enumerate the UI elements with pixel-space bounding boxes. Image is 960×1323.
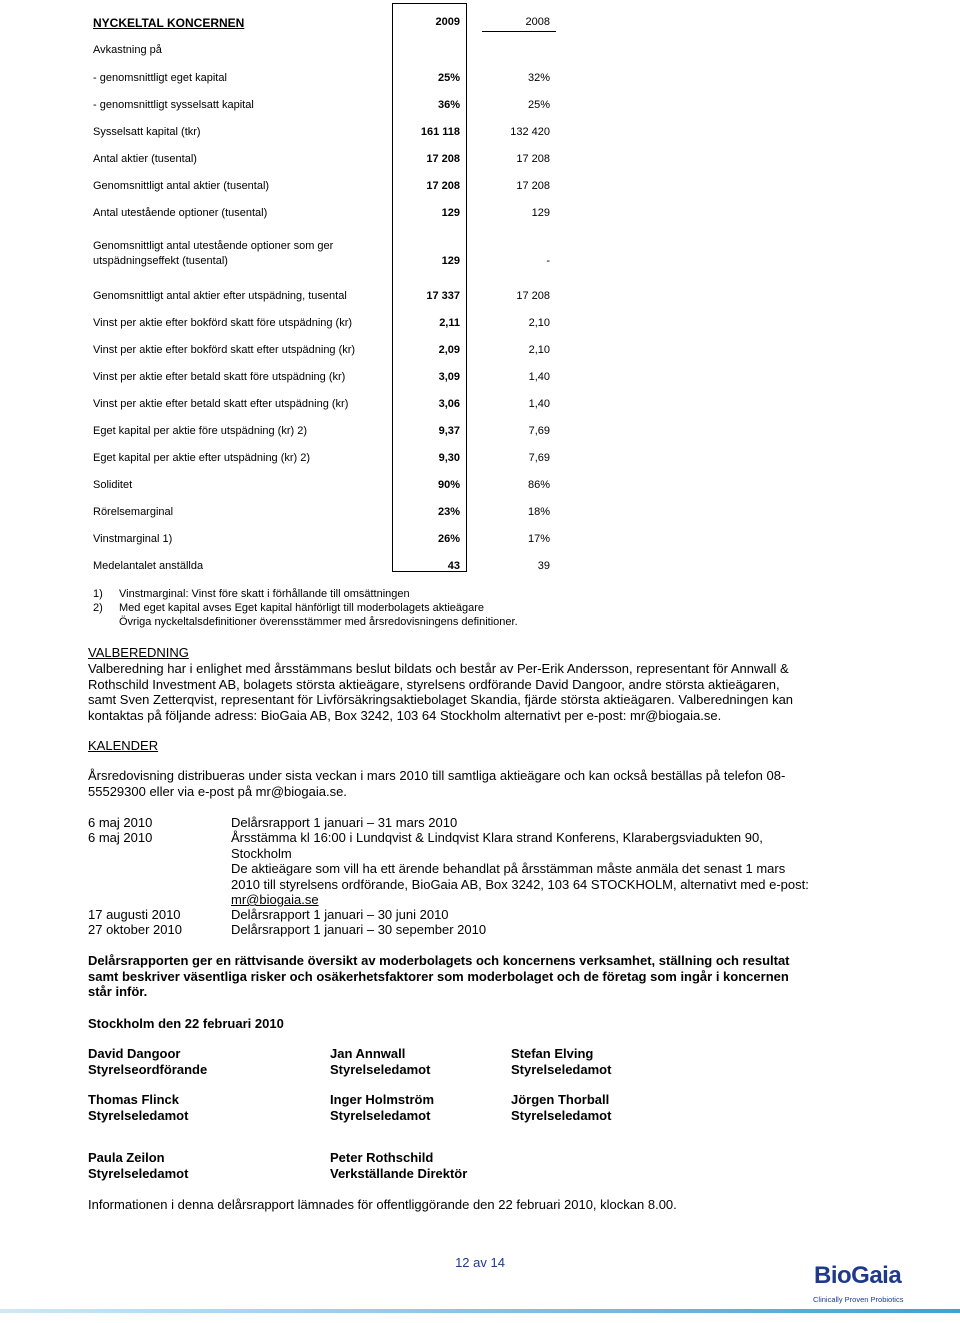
signatory-name: Thomas Flinck bbox=[88, 1092, 180, 1107]
signatory-role: Styrelseordförande bbox=[88, 1062, 208, 1077]
value-2008: 18% bbox=[527, 506, 550, 518]
value-2009: 17 337 bbox=[426, 290, 460, 302]
valberedning-text bbox=[88, 661, 793, 723]
logo-tagline: Clinically Proven Probiotics bbox=[813, 1295, 904, 1304]
paragraph-line: Rothschild Investment AB, bolagets största aktieägare, styrelsens ordförande David Dangoor, andre största aktieägaren, bbox=[88, 676, 780, 692]
value-2009: 3,09 bbox=[438, 371, 460, 383]
value-2008: 1,40 bbox=[528, 371, 550, 383]
info-line: Informationen i denna delårsrapport lämnades för offentliggörande den 22 februari 2010, klockan 8.00. bbox=[88, 1197, 677, 1212]
footer-line bbox=[0, 1309, 960, 1313]
paragraph-line: 55529300 eller via e-post på mr@biogaia.se. bbox=[88, 783, 347, 799]
paragraph-line: Delårsrapporten ger en rättvisande översikt av moderbolagets och koncernens verksamhet, ställning och resultat bbox=[88, 953, 790, 968]
row-label: Medelantalet anställda bbox=[93, 560, 204, 572]
footnote-number: 1) bbox=[93, 588, 103, 600]
value-2008: 39 bbox=[537, 560, 550, 572]
row-label: Rörelsemarginal bbox=[93, 506, 174, 518]
row-label: Genomsnittligt antal aktier efter utspädning, tusental bbox=[93, 290, 347, 302]
paragraph-line: Årsredovisning distribueras under sista veckan i mars 2010 till samtliga aktieägare och kan också beställas på telefon 08- bbox=[88, 768, 786, 783]
footnote-number: 2) bbox=[93, 602, 103, 614]
footnote-text: Vinstmarginal: Vinst före skatt i förhållande till omsättningen bbox=[119, 588, 410, 600]
row-label: Genomsnittligt antal aktier (tusental) bbox=[93, 180, 270, 192]
footnote-text: Med eget kapital avses Eget kapital hänförligt till moderbolagets aktieägare bbox=[119, 602, 485, 614]
row-label: Antal aktier (tusental) bbox=[93, 153, 197, 165]
row-label: Sysselsatt kapital (tkr) bbox=[93, 126, 201, 138]
value-2008: - bbox=[546, 255, 550, 267]
row-label: Vinst per aktie efter betald skatt före utspädning (kr) bbox=[93, 371, 346, 383]
header-2009: 2009 bbox=[435, 16, 460, 28]
kalender-heading: KALENDER bbox=[88, 738, 159, 753]
page-number: 12 av 14 bbox=[455, 1255, 505, 1270]
event-date: 6 maj 2010 bbox=[88, 815, 153, 830]
event-date: 27 oktober 2010 bbox=[88, 922, 182, 937]
value-2009: 90% bbox=[437, 479, 460, 491]
signatory-role: Styrelseledamot bbox=[88, 1108, 189, 1123]
signatory-name: David Dangoor bbox=[88, 1046, 181, 1061]
paragraph-line: samt Sven Zetterqvist, representant för Livförsäkringsaktiebolaget Skandia, fjärde största aktieägaren. Valberedningen kan bbox=[88, 692, 794, 707]
paragraph-line: står inför. bbox=[88, 984, 148, 999]
row-label: Antal utestående optioner (tusental) bbox=[93, 207, 268, 219]
footnote-text: Övriga nyckeltalsdefinitioner överensstämmer med årsredovisningens definitioner. bbox=[119, 616, 518, 628]
signatory-role: Styrelseledamot bbox=[511, 1108, 612, 1123]
value-2008: 17 208 bbox=[516, 180, 550, 192]
valberedning-heading: VALBEREDNING bbox=[88, 645, 189, 660]
value-2009: 129 bbox=[441, 207, 460, 219]
value-2009: 3,06 bbox=[438, 398, 460, 410]
place-date: Stockholm den 22 februari 2010 bbox=[88, 1016, 284, 1031]
signatory-name: Inger Holmström bbox=[330, 1092, 435, 1107]
row-label: Vinstmarginal 1) bbox=[93, 533, 173, 545]
row-label: - genomsnittligt eget kapital bbox=[93, 72, 227, 84]
event-date: 6 maj 2010 bbox=[88, 830, 153, 845]
kalender-intro bbox=[88, 768, 785, 799]
signature-block bbox=[88, 1150, 188, 1182]
event-date: 17 augusti 2010 bbox=[88, 907, 181, 922]
event-text: Delårsrapport 1 januari – 31 mars 2010 bbox=[231, 815, 458, 830]
value-2009: 26% bbox=[437, 533, 460, 545]
value-2008: 7,69 bbox=[528, 425, 550, 437]
paragraph-line: samt beskriver väsentliga risker och osäkerhetsfaktorer som moderbolaget och de företag som ingår i koncernen bbox=[88, 968, 789, 984]
event-text: 2010 till styrelsens ordförande, BioGaia AB, Box 3242, 103 64 STOCKHOLM, alternativt med e-post: bbox=[231, 876, 809, 892]
row-label: Eget kapital per aktie före utspädning (kr) 2) bbox=[93, 425, 308, 437]
row-label: - genomsnittligt sysselsatt kapital bbox=[93, 99, 254, 111]
event-text: Delårsrapport 1 januari – 30 sepember 2010 bbox=[231, 922, 487, 937]
signatory-name: Stefan Elving bbox=[511, 1046, 594, 1061]
signatory-name: Jörgen Thorball bbox=[511, 1092, 610, 1107]
column-2008-underline bbox=[482, 31, 556, 32]
value-2009: 36% bbox=[437, 99, 460, 111]
signature-block bbox=[88, 1046, 207, 1078]
signatory-role: Styrelseledamot bbox=[88, 1166, 189, 1181]
signature-block bbox=[330, 1046, 430, 1078]
value-2008: 2,10 bbox=[528, 344, 550, 356]
row-label: Soliditet bbox=[93, 479, 133, 491]
value-2008: 17% bbox=[527, 533, 550, 545]
value-2009: 17 208 bbox=[426, 180, 460, 192]
event-text: mr@biogaia.se bbox=[231, 892, 319, 907]
value-2009: 129 bbox=[441, 255, 460, 267]
value-2009: 2,09 bbox=[438, 344, 460, 356]
paragraph-line: Valberedning har i enlighet med årsstämmans beslut bildats och består av Per-Erik Andersson, representant för Annwall & bbox=[88, 661, 789, 676]
row-label: Genomsnittligt antal utestående optioner som ger bbox=[93, 240, 334, 252]
paragraph-line: kontaktas på följande adress: BioGaia AB, Box 3242, 103 64 Stockholm alternativt per e-post: mr@biogaia.se. bbox=[88, 707, 722, 723]
value-2009: 9,30 bbox=[438, 452, 460, 464]
value-2008: 25% bbox=[527, 99, 550, 111]
section-label: Avkastning på bbox=[93, 44, 162, 56]
value-2009: 25% bbox=[437, 72, 460, 84]
signatory-role: Verkställande Direktör bbox=[330, 1166, 468, 1181]
event-text: De aktieägare som vill ha ett ärende behandlat på årsstämman måste anmäla det senast 1 mars bbox=[231, 861, 786, 876]
value-2008: 129 bbox=[531, 207, 550, 219]
value-2008: 132 420 bbox=[510, 126, 550, 138]
value-2008: 86% bbox=[527, 479, 550, 491]
value-2009: 43 bbox=[447, 560, 460, 572]
signatory-role: Styrelseledamot bbox=[330, 1062, 431, 1077]
row-label: Vinst per aktie efter bokförd skatt före utspädning (kr) bbox=[93, 317, 353, 329]
value-2008: 7,69 bbox=[528, 452, 550, 464]
signature-block bbox=[511, 1092, 611, 1124]
value-2008: 17 208 bbox=[516, 290, 550, 302]
table-title: NYCKELTAL KONCERNEN bbox=[93, 16, 245, 30]
signatory-name: Paula Zeilon bbox=[88, 1150, 165, 1165]
row-label-continued: utspädningseffekt (tusental) bbox=[93, 255, 228, 267]
signatory-role: Styrelseledamot bbox=[330, 1108, 431, 1123]
signature-block bbox=[330, 1092, 434, 1124]
row-label: Vinst per aktie efter bokförd skatt efter utspädning (kr) bbox=[93, 344, 356, 356]
value-2009: 9,37 bbox=[438, 425, 460, 437]
signatory-role: Styrelseledamot bbox=[511, 1062, 612, 1077]
value-2009: 17 208 bbox=[426, 153, 460, 165]
header-2008: 2008 bbox=[525, 16, 550, 28]
value-2008: 17 208 bbox=[516, 153, 550, 165]
signatory-name: Jan Annwall bbox=[330, 1046, 406, 1061]
event-text: Årsstämma kl 16:00 i Lundqvist & Lindqvist Klara strand Konferens, Klarabergsviadukten 90, bbox=[231, 830, 763, 845]
signature-block bbox=[330, 1150, 467, 1182]
row-label: Vinst per aktie efter betald skatt efter utspädning (kr) bbox=[93, 398, 349, 410]
value-2008: 1,40 bbox=[528, 398, 550, 410]
value-2008: 2,10 bbox=[528, 317, 550, 329]
biogaia-logo: BioGaia bbox=[814, 1262, 902, 1289]
row-label: Eget kapital per aktie efter utspädning (kr) 2) bbox=[93, 452, 311, 464]
signatory-name: Peter Rothschild bbox=[330, 1150, 434, 1165]
responsibility-statement bbox=[88, 953, 790, 1000]
event-text: Stockholm bbox=[231, 845, 292, 861]
value-2008: 32% bbox=[527, 72, 550, 84]
value-2009: 23% bbox=[437, 506, 460, 518]
event-text: Delårsrapport 1 januari – 30 juni 2010 bbox=[231, 907, 449, 922]
value-2009: 2,11 bbox=[439, 317, 460, 329]
signature-block bbox=[511, 1046, 611, 1078]
signature-block bbox=[88, 1092, 188, 1124]
value-2009: 161 118 bbox=[420, 126, 460, 138]
